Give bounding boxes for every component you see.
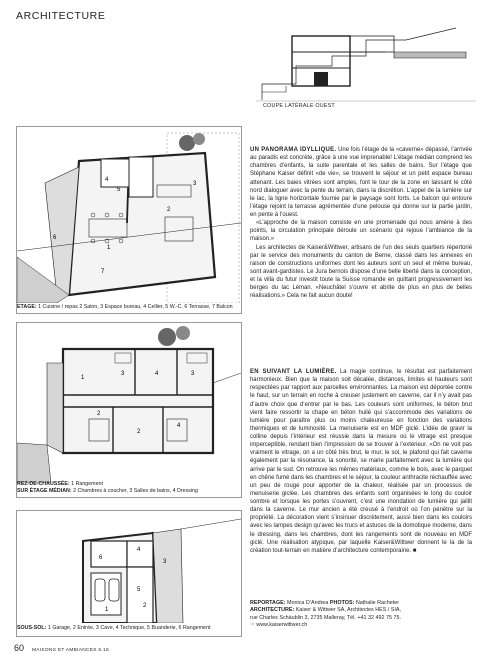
plan-number: 6 [99,555,103,561]
caption-soussol: SOUS-SOL: 1 Garage, 2 Entrée, 3 Cave, 4 Technique, 5 Buanderie, 6 Rangement [17,625,211,631]
plan-number: 5 [137,587,141,593]
plan-number: 7 [101,269,105,275]
article-paragraph: UN PANORAMA IDYLLIQUE. Une fois l’étage de la «caverne» dépassé, l’arrivée au paradis est concrète, grâce à une vue imprenable! L’étage médian comprend les chambres d’enfants, la suite parentale et les salles de bains. Sur l’étage que Stéphane Kaiser définit «de vie», se trouvent le séjour et un petit espace bureau attenant. Les baies vitrées sont amples, font le tour de la zone en laissant le côté nord dialoguer avec la pente du terrain, dans la discrétion. L’appel de la lumière sur le lac, la ligne horizontale fournie par le paysage sont forts. Le balcon qui entoure l’étage rejoint la terrasse agrémentée d’une pelouse qui donne sur la partie jardin, en pente à l’ouest. [250,147,472,218]
plan-number: 2 [143,603,147,609]
plan-number: 5 [117,187,121,193]
caption-rez: REZ-DE-CHAUSSÉE: 1 Rangement SUR ÉTAGE MÉDIAN: 2 Chambres à coucher, 3 Salles de bains, 4 Dressing [17,481,198,495]
article-column-2 [250,368,472,555]
plan-number: 3 [191,371,195,377]
article-paragraph: «L’approche de la maison consiste en une promenade qui nous amène à des points, la circulation principale déroule un scénario qui rejoue l’ambiance de la maison.» [250,220,472,243]
section-title: ARCHITECTURE [16,10,106,22]
magazine-name: MAISONS ET AMBIANCES 5.16 [31,648,109,653]
plan-number: 2 [97,411,101,417]
page-footer [14,643,109,653]
heading-panorama: UN PANORAMA IDYLLIQUE. [250,147,337,153]
plan-number: 4 [105,177,109,183]
plan-number: 1 [107,245,111,251]
credits: REPORTAGE: Monica D’Andrea PHOTOS: Nathalie Racheter ARCHITECTURE: Kaiser & Wittwer SA, Architectes HES / SIA, rue Charles Schäublin 3, 2735 Malleray, Tél. +41 32 492 75 75. ☞ www.kaiserwittwer.ch [250,600,401,629]
plan-etage [16,126,242,314]
plan-number: 4 [137,547,141,553]
plan-etage-drawing [17,127,241,303]
plan-number: 2 [167,207,171,213]
website-link[interactable]: ☞ www.kaiserwittwer.ch [250,622,308,629]
plan-number: 4 [177,423,181,429]
plan-soussol-drawing [17,511,241,623]
article-paragraph: Les architectes de Kaiser&Wittwer, artisans de l’un des seuls quartiers répertorié par le service des monuments du canton de Berne, classé dans les annexes en raison de constructions uniformes dont les auteurs sont un seul et même bureau, sont avant-gardistes. Le Jura bernois dispose d’une belle liberté dans la conception, et la villa du futur investit toute la Suisse romande en quittant progressivement les berges du lac Léman. «Neuchâtel s’ouvre et abrite de plus en plus de belles réalisations.» Cela ne fait aucun doute! [250,244,472,300]
page-number: 60 [14,643,25,653]
end-mark: ■ [412,547,417,554]
plan-number: 1 [81,375,85,381]
plan-number: 6 [53,235,57,241]
plan-soussol [16,510,242,637]
heading-lumiere: EN SUIVANT LA LUMIÈRE. [250,369,337,375]
coupe-caption: COUPE LATÉRALE OUEST [263,103,335,109]
plan-number: 3 [163,559,167,565]
plan-number: 3 [121,371,125,377]
plan-rez-drawing [17,323,241,483]
article-paragraph: EN SUIVANT LA LUMIÈRE. La magie continue, le résultat est parfaitement harmonieux. Bien que la maison soit décalée, distances, limites et hauteurs sont respectées par rapport aux parcelles environnantes. La maison est déportée contre le haut, sur un terrain en roche à creuser justement en caverne, car il n’y avait pas d’autre choix que d’entrer par le bas. Les couleurs sont uniformes, le béton brut vient faire ressortir la chape en béton huilé qui s’accommode des variations de lumière pour paraître plus ou moins chaleureuse en fonction des variations thermiques et de luminosité. La menuiserie est en MDF giclé. L’idée de gravir la colline depuis l’intérieur est réussie dans la mesure où le vitrage est presque imperceptible, rendant bien l’impression de se trouver à l’extérieur. «On ne voit pas vraiment le vitrage, on a un côté très brut, le mur, le sol, le plafond qui fait caverne également par la résonance, la sonorité, se marie parfaitement avec la lumière qui arrive par le sud. On retrouve les mêmes matériaux, comme le bois, avec le parquet en chêne fumé dans les chambres et le séjour, la couleur anthracite réchauffée avec un peu de rouge pour apporter de la chaleur, réalisée par un processus de menuiserie giclée. Les chambres des enfants sont organisées le long du couloir sombre et lorsque les portes s’ouvrent, c’est une inondation de lumière qui jaillit dans la caverne. Le mur ancien a été creusé à l’endroit où l’on pénètre sur la propriété. La décoration vient s’insinuer discrètement, aussi bien dans les couloirs avec les lampes design qu’avec les trucs et astuces de la domotique moderne, dans le dressing, dans les chambres, dont les rangements sont de nouveau en MDF giclé. Une réalisation atypique, par laquelle Kaiser&Wittwer donnent le la de la création tout-terrain en matière d’architecture contemporaine. ■ [250,369,472,554]
coupe-laterale-drawing [256,22,476,102]
plan-number: 2 [137,429,141,435]
plan-number: 4 [155,371,159,377]
plan-number: 1 [105,607,109,613]
plan-rez [16,322,242,498]
caption-etage: ETAGE: 1 Cuisine / repas 2 Salon, 3 Espace bureau, 4 Cellier, 5 W.-C. 6 Terrasse, 7 Balcon [17,304,233,310]
article-column-1 [250,146,472,300]
plan-number: 3 [193,181,197,187]
